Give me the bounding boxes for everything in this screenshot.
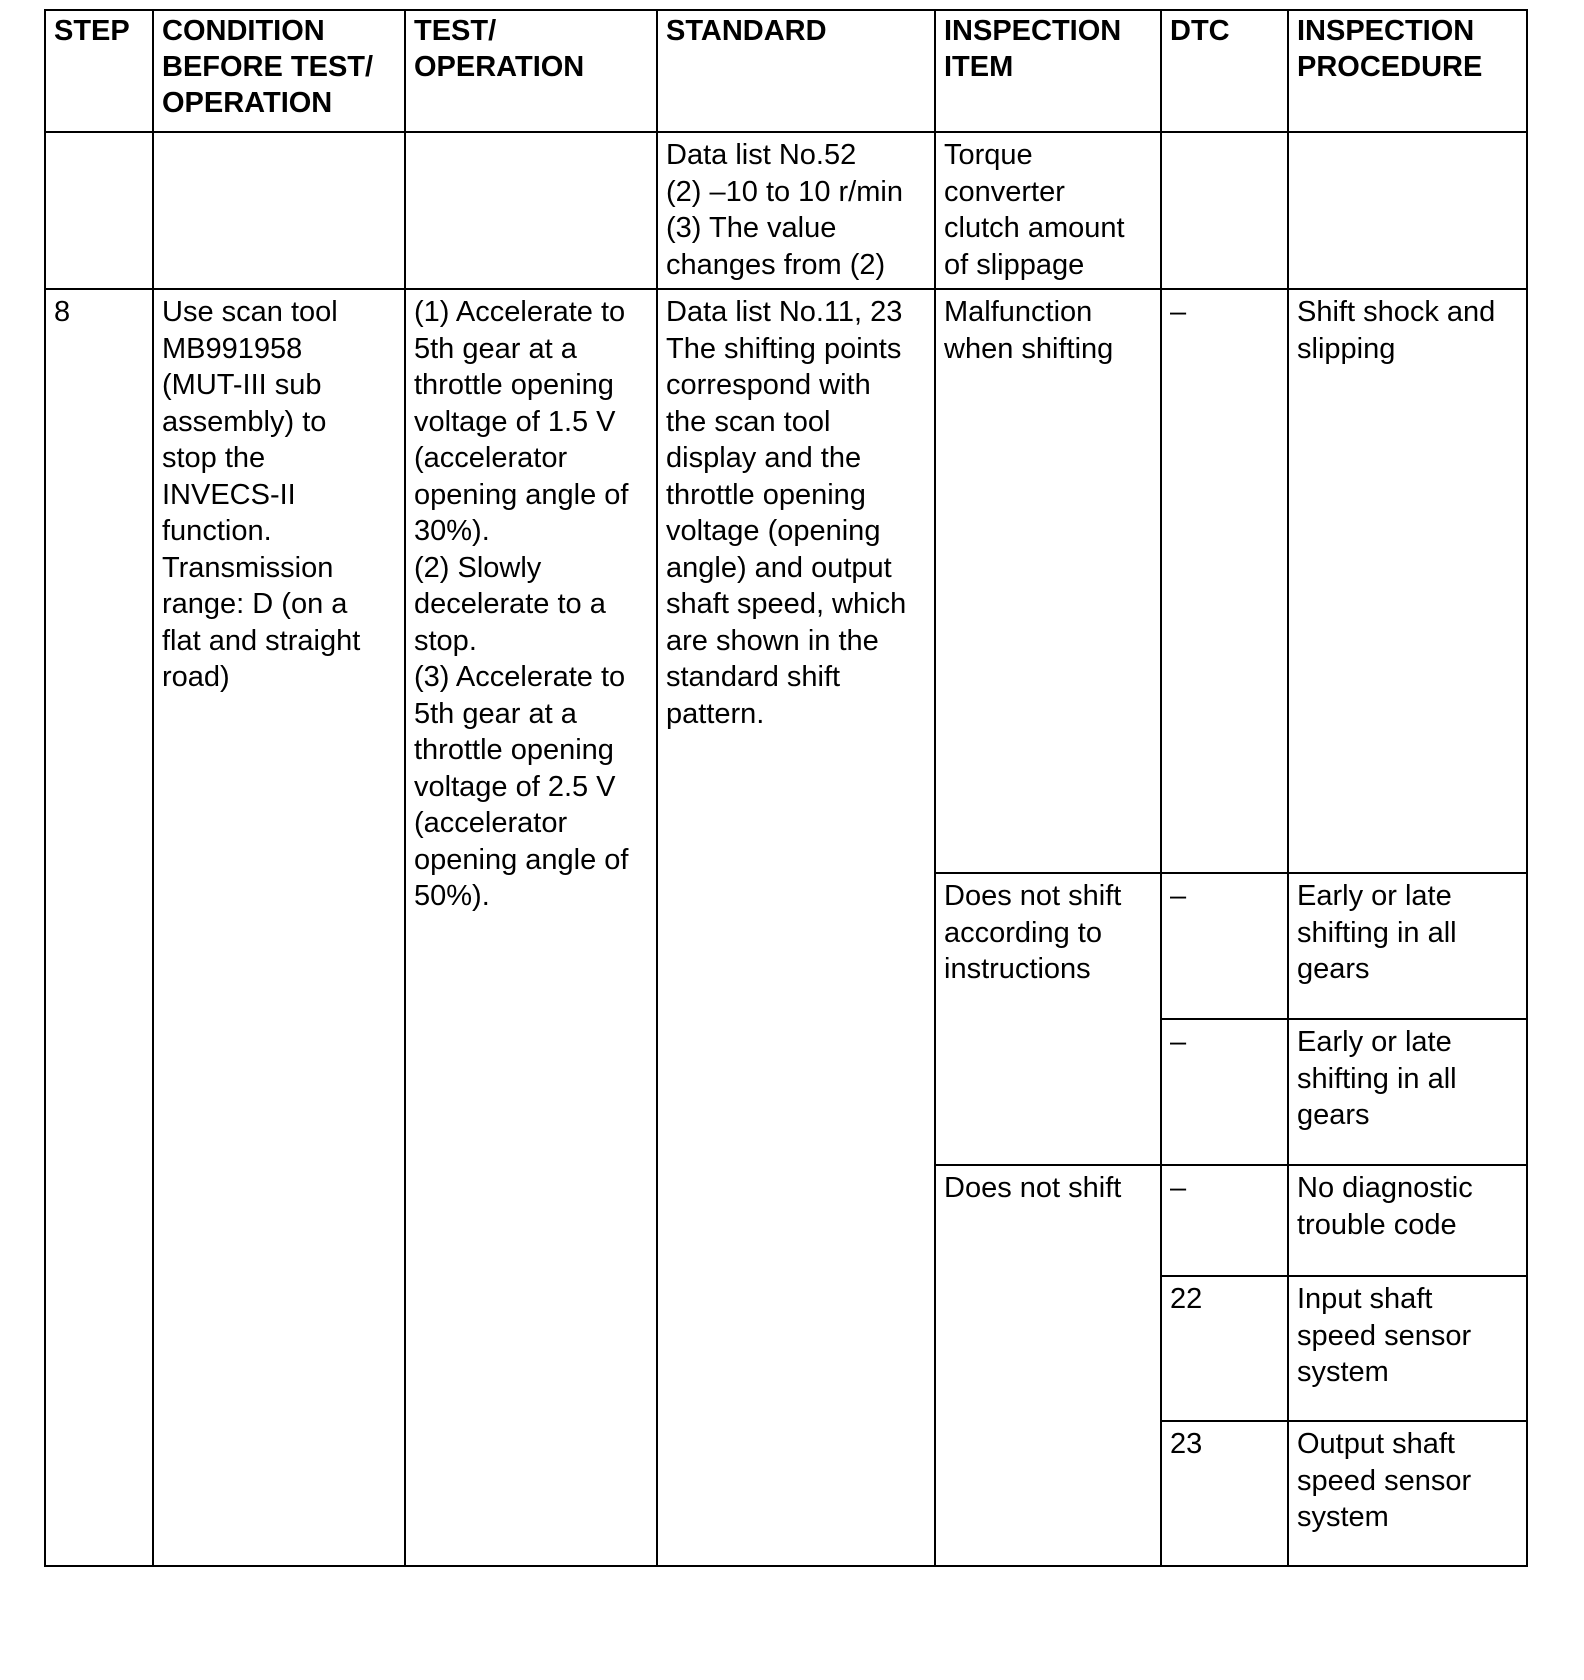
cell-condition: [153, 289, 405, 1566]
header-dtc: [1161, 10, 1288, 132]
text-line: Transmission: [162, 551, 334, 584]
text-line: Shift shock and: [1297, 296, 1496, 328]
cell-inspection-procedure: [1288, 1165, 1527, 1276]
cell-inspection-item: [935, 1165, 1161, 1566]
text-line: throttle opening: [414, 734, 614, 766]
text-line: Does not shift: [944, 880, 1122, 912]
text-line: (1) Accelerate to: [414, 296, 626, 328]
text-line: (2) –10 to 10 r/min: [666, 175, 903, 208]
text-line: Data list No.11, 23: [666, 296, 903, 328]
text-line: trouble code: [1297, 1208, 1457, 1241]
text-line: function.: [162, 515, 272, 547]
cell-standard: [657, 132, 935, 289]
text-line: Output shaft: [1297, 1428, 1455, 1460]
cell-inspection-procedure: [1288, 1421, 1527, 1566]
text-line: stop.: [414, 624, 477, 657]
header-test-operation: [405, 10, 657, 132]
text-line: Early or late: [1297, 880, 1452, 912]
text-line: STEP: [54, 15, 130, 47]
text-line: of slippage: [944, 248, 1085, 281]
text-line: are shown in the: [666, 624, 879, 657]
cell-dtc: 23: [1161, 1421, 1288, 1566]
text-line: Use scan tool: [162, 296, 338, 328]
text-line: when shifting: [944, 332, 1114, 365]
cell-step: [45, 289, 153, 1566]
header-row: [45, 10, 1527, 132]
text-line: No diagnostic: [1297, 1172, 1473, 1204]
cell-inspection-item: [935, 873, 1161, 1165]
text-line: BEFORE TEST/: [162, 51, 374, 83]
header-standard: [657, 10, 935, 132]
text-line: (3) The value: [666, 212, 837, 244]
text-line: system: [1297, 1356, 1389, 1388]
text-line: 5th gear at a: [414, 697, 577, 730]
text-line: voltage of 2.5 V: [414, 770, 616, 803]
text-line: flat and straight: [162, 624, 361, 657]
text-line: throttle opening: [414, 369, 614, 401]
text-line: DTC: [1170, 15, 1230, 47]
text-line: Torque: [944, 139, 1033, 171]
cell-dtc: [1161, 132, 1288, 289]
text-line: (accelerator: [414, 442, 568, 474]
text-line: ITEM: [944, 51, 1014, 83]
text-line: OPERATION: [162, 87, 333, 119]
text-line: angle) and output: [666, 551, 892, 584]
text-line: pattern.: [666, 697, 765, 730]
text-line: voltage (opening: [666, 515, 881, 547]
text-line: CONDITION: [162, 15, 325, 47]
header-inspection-procedure: [1288, 10, 1527, 132]
cell-standard: [657, 289, 935, 1566]
cell-step: [45, 132, 153, 289]
table-row: [45, 289, 1527, 873]
text-line: (3) Accelerate to: [414, 661, 626, 693]
text-line: speed sensor: [1297, 1464, 1472, 1497]
text-line: range: D (on a: [162, 588, 348, 620]
cell-inspection-item: [935, 289, 1161, 873]
text-line: 5th gear at a: [414, 332, 577, 365]
text-line: Does not shift: [944, 1172, 1122, 1204]
text-line: slipping: [1297, 332, 1396, 365]
cell-dtc: –: [1161, 1165, 1288, 1276]
text-line: decelerate to a: [414, 588, 606, 620]
text-line: gears: [1297, 1099, 1370, 1131]
text-line: The shifting points: [666, 332, 902, 365]
inspection-table: [44, 9, 1528, 1567]
text-line: gears: [1297, 953, 1370, 985]
text-line: throttle opening: [666, 478, 866, 511]
text-line: STANDARD: [666, 15, 827, 47]
text-line: TEST/: [414, 15, 497, 47]
text-line: INVECS-II: [162, 478, 296, 511]
text-line: display and the: [666, 442, 862, 474]
header-step: [45, 10, 153, 132]
text-line: shaft speed, which: [666, 588, 907, 620]
text-line: voltage of 1.5 V: [414, 405, 616, 438]
text-line: Input shaft: [1297, 1283, 1433, 1315]
cell-inspection-procedure: [1288, 289, 1527, 873]
text-line: road): [162, 661, 230, 693]
text-line: opening angle of: [414, 478, 629, 511]
text-line: Malfunction: [944, 296, 1093, 328]
text-line: instructions: [944, 953, 1091, 985]
cell-dtc: –: [1161, 1019, 1288, 1165]
text-line: 30%).: [414, 515, 490, 547]
text-line: shifting in all: [1297, 1062, 1457, 1095]
cell-inspection-item: [935, 132, 1161, 289]
text-line: INSPECTION: [944, 15, 1122, 47]
cell-test-operation: [405, 132, 657, 289]
cell-dtc: 22: [1161, 1276, 1288, 1421]
cell-inspection-procedure: [1288, 1019, 1527, 1165]
text-line: Early or late: [1297, 1026, 1452, 1058]
text-line: (2) Slowly: [414, 551, 542, 584]
text-line: opening angle of: [414, 843, 629, 876]
text-line: (MUT-III sub: [162, 369, 322, 401]
text-line: according to: [944, 916, 1102, 949]
text-line: OPERATION: [414, 51, 585, 83]
header-inspection-item: [935, 10, 1161, 132]
text-line: assembly) to: [162, 405, 327, 438]
text-line: speed sensor: [1297, 1319, 1472, 1352]
text-line: stop the: [162, 442, 266, 474]
cell-condition: [153, 132, 405, 289]
table-row: [45, 132, 1527, 289]
text-line: MB991958: [162, 332, 303, 365]
text-line: clutch amount: [944, 212, 1125, 244]
text-line: INSPECTION: [1297, 15, 1475, 47]
text-line: changes from (2): [666, 248, 886, 281]
text-line: (accelerator: [414, 807, 568, 839]
text-line: 8: [54, 296, 71, 328]
text-line: shifting in all: [1297, 916, 1457, 949]
text-line: the scan tool: [666, 405, 831, 438]
cell-dtc: –: [1161, 873, 1288, 1019]
text-line: standard shift: [666, 661, 841, 693]
text-line: converter: [944, 175, 1065, 208]
cell-inspection-procedure: [1288, 873, 1527, 1019]
cell-test-operation: [405, 289, 657, 1566]
text-line: correspond with: [666, 369, 871, 401]
text-line: Data list No.52: [666, 139, 857, 171]
text-line: 50%).: [414, 880, 490, 912]
text-line: system: [1297, 1501, 1389, 1533]
cell-inspection-procedure: [1288, 132, 1527, 289]
header-condition: [153, 10, 405, 132]
cell-inspection-procedure: [1288, 1276, 1527, 1421]
text-line: PROCEDURE: [1297, 51, 1483, 83]
cell-dtc: –: [1161, 289, 1288, 873]
